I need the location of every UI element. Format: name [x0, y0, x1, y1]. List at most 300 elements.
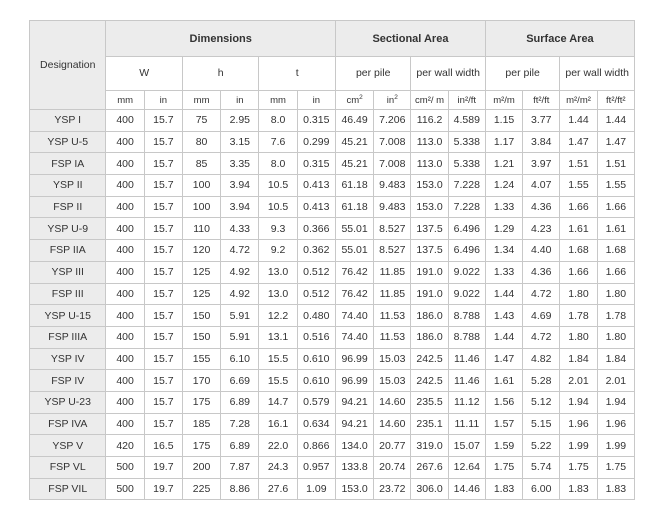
cell-sect-pile-in2: 20.74	[374, 457, 411, 479]
cell-h-in: 5.91	[221, 305, 259, 327]
cell-h-in: 4.92	[221, 261, 259, 283]
cell-h-in: 4.72	[221, 240, 259, 262]
cell-t-in: 0.315	[297, 153, 335, 175]
cell-sect-wall-in2ft: 6.496	[448, 240, 485, 262]
cell-sect-pile-cm2: 153.0	[335, 478, 373, 500]
cell-surf-wall-m2m2: 1.96	[560, 413, 597, 435]
cell-surf-pile-m2m: 1.24	[485, 175, 522, 197]
table-row	[30, 435, 635, 457]
cell-surf-wall-ft2ft2: 1.51	[597, 153, 634, 175]
cell-h-mm: 125	[182, 283, 220, 305]
cell-t-mm: 13.0	[259, 261, 297, 283]
cell-surf-wall-m2m2: 1.66	[560, 196, 597, 218]
cell-w-in: 15.7	[144, 218, 182, 240]
cell-surf-wall-m2m2: 1.66	[560, 261, 597, 283]
cell-sect-pile-in2: 14.60	[374, 413, 411, 435]
cell-surf-pile-ft2ft: 4.72	[523, 326, 560, 348]
cell-w-mm: 400	[106, 283, 144, 305]
unit-sect-cm2-base: cm	[346, 94, 360, 106]
cell-sect-wall-cm2m: 191.0	[411, 283, 448, 305]
cell-h-in: 3.94	[221, 196, 259, 218]
cell-surf-wall-m2m2: 1.83	[560, 478, 597, 500]
cell-surf-wall-ft2ft2: 1.66	[597, 196, 634, 218]
cell-sect-wall-cm2m: 235.5	[411, 391, 448, 413]
cell-sect-pile-cm2: 55.01	[335, 240, 373, 262]
cell-sect-wall-in2ft: 8.788	[448, 305, 485, 327]
designation-header: Designation	[30, 21, 106, 110]
unit-t-in: in	[297, 91, 335, 110]
cell-designation: YSP II	[30, 175, 106, 197]
cell-sect-wall-in2ft: 5.338	[448, 131, 485, 153]
cell-h-mm: 110	[182, 218, 220, 240]
cell-t-mm: 9.3	[259, 218, 297, 240]
cell-t-mm: 10.5	[259, 196, 297, 218]
cell-surf-wall-ft2ft2: 2.01	[597, 370, 634, 392]
cell-sect-wall-in2ft: 11.46	[448, 348, 485, 370]
header-row-subgroups	[30, 57, 635, 91]
cell-sect-pile-cm2: 94.21	[335, 413, 373, 435]
cell-sect-pile-cm2: 134.0	[335, 435, 373, 457]
cell-sect-wall-cm2m: 113.0	[411, 131, 448, 153]
cell-designation: FSP IV	[30, 370, 106, 392]
cell-designation: FSP IIIA	[30, 326, 106, 348]
cell-w-mm: 400	[106, 153, 144, 175]
cell-sect-wall-in2ft: 9.022	[448, 283, 485, 305]
cell-w-in: 15.7	[144, 261, 182, 283]
cell-surf-pile-ft2ft: 5.22	[523, 435, 560, 457]
cell-surf-wall-m2m2: 1.80	[560, 283, 597, 305]
cell-h-in: 6.69	[221, 370, 259, 392]
cell-sect-pile-in2: 7.008	[374, 153, 411, 175]
cell-designation: YSP U-5	[30, 131, 106, 153]
cell-h-mm: 200	[182, 457, 220, 479]
cell-surf-wall-ft2ft2: 1.61	[597, 218, 634, 240]
table-row	[30, 196, 635, 218]
cell-surf-wall-m2m2: 1.47	[560, 131, 597, 153]
table-row	[30, 261, 635, 283]
cell-h-mm: 100	[182, 175, 220, 197]
cell-sect-wall-in2ft: 4.589	[448, 110, 485, 132]
cell-sect-pile-in2: 15.03	[374, 348, 411, 370]
cell-sect-wall-cm2m: 267.6	[411, 457, 448, 479]
cell-surf-wall-ft2ft2: 1.99	[597, 435, 634, 457]
cell-sect-wall-in2ft: 15.07	[448, 435, 485, 457]
cell-w-in: 15.7	[144, 283, 182, 305]
cell-surf-wall-ft2ft2: 1.83	[597, 478, 634, 500]
cell-t-mm: 12.2	[259, 305, 297, 327]
cell-sect-pile-cm2: 45.21	[335, 153, 373, 175]
cell-sect-wall-in2ft: 11.46	[448, 370, 485, 392]
cell-w-in: 15.7	[144, 131, 182, 153]
cell-h-mm: 150	[182, 305, 220, 327]
cell-surf-pile-m2m: 1.44	[485, 326, 522, 348]
cell-surf-pile-m2m: 1.83	[485, 478, 522, 500]
cell-sect-pile-cm2: 45.21	[335, 131, 373, 153]
table-row	[30, 457, 635, 479]
unit-sect-cm2	[335, 91, 373, 110]
cell-sect-wall-in2ft: 6.496	[448, 218, 485, 240]
table-row	[30, 283, 635, 305]
unit-sect-cm2-exp: 2	[359, 93, 363, 101]
table-row	[30, 413, 635, 435]
height-header: h	[182, 57, 258, 91]
cell-t-in: 0.866	[297, 435, 335, 457]
cell-t-in: 0.610	[297, 370, 335, 392]
cell-sect-wall-cm2m: 153.0	[411, 196, 448, 218]
header-row-groups	[30, 21, 635, 57]
cell-t-mm: 13.1	[259, 326, 297, 348]
cell-surf-wall-m2m2: 1.78	[560, 305, 597, 327]
cell-sect-wall-in2ft: 11.12	[448, 391, 485, 413]
cell-surf-pile-ft2ft: 4.82	[523, 348, 560, 370]
cell-h-in: 7.87	[221, 457, 259, 479]
cell-t-in: 0.299	[297, 131, 335, 153]
cell-sect-pile-in2: 7.008	[374, 131, 411, 153]
cell-t-in: 0.366	[297, 218, 335, 240]
cell-surf-pile-m2m: 1.15	[485, 110, 522, 132]
cell-h-mm: 225	[182, 478, 220, 500]
cell-t-mm: 14.7	[259, 391, 297, 413]
cell-surf-wall-ft2ft2: 1.47	[597, 131, 634, 153]
cell-w-in: 16.5	[144, 435, 182, 457]
cell-surf-pile-m2m: 1.33	[485, 196, 522, 218]
cell-t-mm: 16.1	[259, 413, 297, 435]
cell-surf-pile-ft2ft: 4.36	[523, 261, 560, 283]
cell-sect-wall-cm2m: 137.5	[411, 218, 448, 240]
cell-sect-wall-cm2m: 242.5	[411, 370, 448, 392]
cell-surf-pile-ft2ft: 4.69	[523, 305, 560, 327]
cell-sect-wall-cm2m: 242.5	[411, 348, 448, 370]
cell-sect-wall-cm2m: 319.0	[411, 435, 448, 457]
cell-t-mm: 9.2	[259, 240, 297, 262]
table-row	[30, 175, 635, 197]
table-row	[30, 305, 635, 327]
cell-w-mm: 400	[106, 131, 144, 153]
unit-h-mm: mm	[182, 91, 220, 110]
cell-designation: FSP VL	[30, 457, 106, 479]
table-row	[30, 348, 635, 370]
cell-h-mm: 170	[182, 370, 220, 392]
cell-t-in: 0.315	[297, 110, 335, 132]
cell-surf-pile-m2m: 1.21	[485, 153, 522, 175]
cell-surf-wall-m2m2: 1.61	[560, 218, 597, 240]
cell-sect-pile-in2: 15.03	[374, 370, 411, 392]
cell-h-mm: 150	[182, 326, 220, 348]
cell-h-in: 5.91	[221, 326, 259, 348]
table-row	[30, 478, 635, 500]
cell-h-in: 7.28	[221, 413, 259, 435]
cell-surf-pile-ft2ft: 3.97	[523, 153, 560, 175]
cell-sect-pile-cm2: 46.49	[335, 110, 373, 132]
cell-w-mm: 400	[106, 391, 144, 413]
sheet-pile-table	[29, 20, 635, 500]
cell-designation: FSP VIL	[30, 478, 106, 500]
cell-designation: YSP U-9	[30, 218, 106, 240]
unit-surf-ft2-per-ft2: ft²/ft²	[597, 91, 634, 110]
cell-t-in: 0.362	[297, 240, 335, 262]
cell-w-in: 15.7	[144, 370, 182, 392]
table-row	[30, 153, 635, 175]
cell-surf-pile-ft2ft: 4.23	[523, 218, 560, 240]
cell-w-mm: 500	[106, 457, 144, 479]
cell-h-in: 4.92	[221, 283, 259, 305]
cell-t-in: 1.09	[297, 478, 335, 500]
cell-surf-wall-m2m2: 1.94	[560, 391, 597, 413]
cell-designation: FSP IVA	[30, 413, 106, 435]
cell-sect-pile-in2: 20.77	[374, 435, 411, 457]
cell-surf-pile-m2m: 1.17	[485, 131, 522, 153]
cell-surf-wall-m2m2: 1.51	[560, 153, 597, 175]
cell-t-mm: 15.5	[259, 348, 297, 370]
cell-surf-pile-m2m: 1.47	[485, 348, 522, 370]
cell-surf-wall-m2m2: 2.01	[560, 370, 597, 392]
unit-sect-in2-base: in	[386, 94, 395, 106]
cell-t-mm: 24.3	[259, 457, 297, 479]
cell-surf-pile-m2m: 1.56	[485, 391, 522, 413]
cell-surf-wall-m2m2: 1.44	[560, 110, 597, 132]
cell-surf-wall-ft2ft2: 1.80	[597, 326, 634, 348]
table-row	[30, 131, 635, 153]
cell-designation: YSP IV	[30, 348, 106, 370]
cell-sect-wall-in2ft: 12.64	[448, 457, 485, 479]
cell-surf-pile-ft2ft: 4.72	[523, 283, 560, 305]
cell-sect-pile-in2: 11.85	[374, 261, 411, 283]
table-row	[30, 218, 635, 240]
cell-w-in: 15.7	[144, 326, 182, 348]
cell-sect-pile-cm2: 76.42	[335, 283, 373, 305]
cell-h-mm: 75	[182, 110, 220, 132]
cell-sect-wall-cm2m: 137.5	[411, 240, 448, 262]
cell-sect-pile-in2: 11.53	[374, 326, 411, 348]
unit-w-mm: mm	[106, 91, 144, 110]
unit-h-in: in	[221, 91, 259, 110]
cell-surf-wall-m2m2: 1.68	[560, 240, 597, 262]
cell-sect-pile-in2: 9.483	[374, 175, 411, 197]
cell-surf-pile-m2m: 1.61	[485, 370, 522, 392]
cell-surf-pile-ft2ft: 5.74	[523, 457, 560, 479]
cell-sect-pile-cm2: 76.42	[335, 261, 373, 283]
cell-t-mm: 8.0	[259, 110, 297, 132]
header-row-units	[30, 91, 635, 110]
cell-surf-wall-m2m2: 1.84	[560, 348, 597, 370]
cell-w-mm: 500	[106, 478, 144, 500]
cell-t-in: 0.512	[297, 283, 335, 305]
cell-t-mm: 22.0	[259, 435, 297, 457]
cell-t-mm: 8.0	[259, 153, 297, 175]
unit-sect-in2-per-ft: in²/ft	[448, 91, 485, 110]
cell-t-in: 0.634	[297, 413, 335, 435]
unit-sect-in2	[374, 91, 411, 110]
cell-surf-wall-ft2ft2: 1.68	[597, 240, 634, 262]
cell-w-in: 15.7	[144, 175, 182, 197]
unit-t-mm: mm	[259, 91, 297, 110]
cell-w-in: 15.7	[144, 413, 182, 435]
cell-surf-wall-ft2ft2: 1.66	[597, 261, 634, 283]
cell-sect-wall-cm2m: 191.0	[411, 261, 448, 283]
cell-surf-wall-ft2ft2: 1.55	[597, 175, 634, 197]
cell-surf-pile-m2m: 1.33	[485, 261, 522, 283]
sheet-pile-table-container	[29, 20, 635, 500]
table-row	[30, 110, 635, 132]
cell-sect-wall-cm2m: 186.0	[411, 305, 448, 327]
cell-surf-wall-ft2ft2: 1.80	[597, 283, 634, 305]
cell-surf-pile-m2m: 1.57	[485, 413, 522, 435]
cell-sect-wall-cm2m: 186.0	[411, 326, 448, 348]
cell-w-mm: 400	[106, 305, 144, 327]
unit-sect-in2-exp: 2	[394, 93, 398, 101]
table-row	[30, 391, 635, 413]
cell-designation: YSP V	[30, 435, 106, 457]
cell-sect-pile-cm2: 94.21	[335, 391, 373, 413]
cell-t-in: 0.610	[297, 348, 335, 370]
cell-surf-pile-ft2ft: 6.00	[523, 478, 560, 500]
cell-sect-pile-cm2: 133.8	[335, 457, 373, 479]
cell-designation: FSP IA	[30, 153, 106, 175]
cell-sect-wall-in2ft: 11.11	[448, 413, 485, 435]
cell-t-mm: 15.5	[259, 370, 297, 392]
cell-t-in: 0.579	[297, 391, 335, 413]
cell-h-mm: 125	[182, 261, 220, 283]
cell-w-mm: 400	[106, 413, 144, 435]
cell-w-mm: 400	[106, 348, 144, 370]
cell-designation: FSP III	[30, 283, 106, 305]
cell-t-mm: 13.0	[259, 283, 297, 305]
cell-sect-pile-cm2: 74.40	[335, 326, 373, 348]
cell-w-in: 15.7	[144, 240, 182, 262]
cell-surf-pile-ft2ft: 5.28	[523, 370, 560, 392]
cell-surf-pile-m2m: 1.43	[485, 305, 522, 327]
cell-sect-wall-in2ft: 8.788	[448, 326, 485, 348]
surface-area-header: Surface Area	[485, 21, 634, 57]
cell-designation: YSP III	[30, 261, 106, 283]
cell-sect-pile-in2: 23.72	[374, 478, 411, 500]
cell-t-in: 0.413	[297, 196, 335, 218]
cell-sect-pile-in2: 11.53	[374, 305, 411, 327]
sectional-per-pile-header: per pile	[335, 57, 410, 91]
cell-designation: FSP IIA	[30, 240, 106, 262]
cell-surf-pile-ft2ft: 4.36	[523, 196, 560, 218]
cell-sect-pile-cm2: 55.01	[335, 218, 373, 240]
cell-sect-wall-cm2m: 306.0	[411, 478, 448, 500]
cell-surf-wall-ft2ft2: 1.96	[597, 413, 634, 435]
table-row	[30, 240, 635, 262]
cell-t-in: 0.480	[297, 305, 335, 327]
cell-surf-wall-ft2ft2: 1.84	[597, 348, 634, 370]
cell-surf-pile-ft2ft: 3.84	[523, 131, 560, 153]
cell-t-mm: 27.6	[259, 478, 297, 500]
cell-w-mm: 400	[106, 240, 144, 262]
cell-surf-wall-m2m2: 1.99	[560, 435, 597, 457]
table-row	[30, 326, 635, 348]
cell-designation: YSP I	[30, 110, 106, 132]
cell-surf-wall-m2m2: 1.55	[560, 175, 597, 197]
cell-surf-wall-m2m2: 1.75	[560, 457, 597, 479]
cell-h-mm: 100	[182, 196, 220, 218]
cell-t-mm: 10.5	[259, 175, 297, 197]
cell-w-mm: 400	[106, 261, 144, 283]
cell-designation: YSP U-23	[30, 391, 106, 413]
cell-surf-pile-ft2ft: 4.07	[523, 175, 560, 197]
surface-per-pile-header: per pile	[485, 57, 559, 91]
dimensions-header: Dimensions	[106, 21, 335, 57]
cell-surf-pile-m2m: 1.75	[485, 457, 522, 479]
cell-h-mm: 120	[182, 240, 220, 262]
cell-w-in: 19.7	[144, 478, 182, 500]
cell-sect-wall-in2ft: 7.228	[448, 175, 485, 197]
cell-surf-wall-m2m2: 1.80	[560, 326, 597, 348]
unit-surf-ft2-per-ft: ft²/ft	[523, 91, 560, 110]
cell-h-mm: 175	[182, 435, 220, 457]
cell-t-in: 0.516	[297, 326, 335, 348]
cell-h-mm: 155	[182, 348, 220, 370]
cell-sect-pile-cm2: 74.40	[335, 305, 373, 327]
cell-w-mm: 400	[106, 326, 144, 348]
cell-w-in: 15.7	[144, 110, 182, 132]
cell-w-mm: 400	[106, 218, 144, 240]
cell-sect-wall-in2ft: 14.46	[448, 478, 485, 500]
cell-sect-pile-cm2: 96.99	[335, 370, 373, 392]
cell-sect-pile-in2: 8.527	[374, 240, 411, 262]
cell-surf-pile-ft2ft: 5.15	[523, 413, 560, 435]
cell-h-in: 6.89	[221, 435, 259, 457]
cell-sect-pile-cm2: 61.18	[335, 196, 373, 218]
sectional-per-wall-width-header: per wall width	[411, 57, 485, 91]
cell-w-in: 19.7	[144, 457, 182, 479]
cell-w-in: 15.7	[144, 305, 182, 327]
cell-w-mm: 400	[106, 370, 144, 392]
cell-h-in: 2.95	[221, 110, 259, 132]
cell-sect-wall-cm2m: 113.0	[411, 153, 448, 175]
cell-w-mm: 400	[106, 110, 144, 132]
cell-surf-wall-ft2ft2: 1.94	[597, 391, 634, 413]
cell-sect-pile-in2: 11.85	[374, 283, 411, 305]
cell-surf-pile-ft2ft: 5.12	[523, 391, 560, 413]
cell-surf-pile-m2m: 1.59	[485, 435, 522, 457]
unit-sect-cm2-per-m: cm²/ m	[411, 91, 448, 110]
cell-sect-wall-cm2m: 153.0	[411, 175, 448, 197]
cell-h-in: 6.89	[221, 391, 259, 413]
cell-surf-wall-ft2ft2: 1.44	[597, 110, 634, 132]
unit-w-in: in	[144, 91, 182, 110]
cell-sect-wall-in2ft: 9.022	[448, 261, 485, 283]
cell-sect-pile-in2: 7.206	[374, 110, 411, 132]
cell-t-in: 0.413	[297, 175, 335, 197]
sectional-area-header: Sectional Area	[335, 21, 485, 57]
cell-w-mm: 420	[106, 435, 144, 457]
cell-sect-wall-cm2m: 116.2	[411, 110, 448, 132]
cell-h-mm: 80	[182, 131, 220, 153]
unit-surf-m2-per-m: m²/m	[485, 91, 522, 110]
cell-sect-pile-in2: 9.483	[374, 196, 411, 218]
width-header: W	[106, 57, 182, 91]
cell-surf-pile-m2m: 1.44	[485, 283, 522, 305]
surface-per-wall-width-header: per wall width	[560, 57, 635, 91]
cell-h-in: 8.86	[221, 478, 259, 500]
unit-surf-m2-per-m2: m²/m²	[560, 91, 597, 110]
cell-h-in: 3.35	[221, 153, 259, 175]
cell-sect-wall-cm2m: 235.1	[411, 413, 448, 435]
cell-t-in: 0.957	[297, 457, 335, 479]
cell-h-in: 3.15	[221, 131, 259, 153]
thickness-header: t	[259, 57, 336, 91]
cell-sect-pile-in2: 8.527	[374, 218, 411, 240]
cell-sect-pile-cm2: 96.99	[335, 348, 373, 370]
cell-h-mm: 85	[182, 153, 220, 175]
cell-h-mm: 175	[182, 391, 220, 413]
cell-designation: YSP U-15	[30, 305, 106, 327]
cell-surf-pile-ft2ft: 4.40	[523, 240, 560, 262]
cell-t-in: 0.512	[297, 261, 335, 283]
